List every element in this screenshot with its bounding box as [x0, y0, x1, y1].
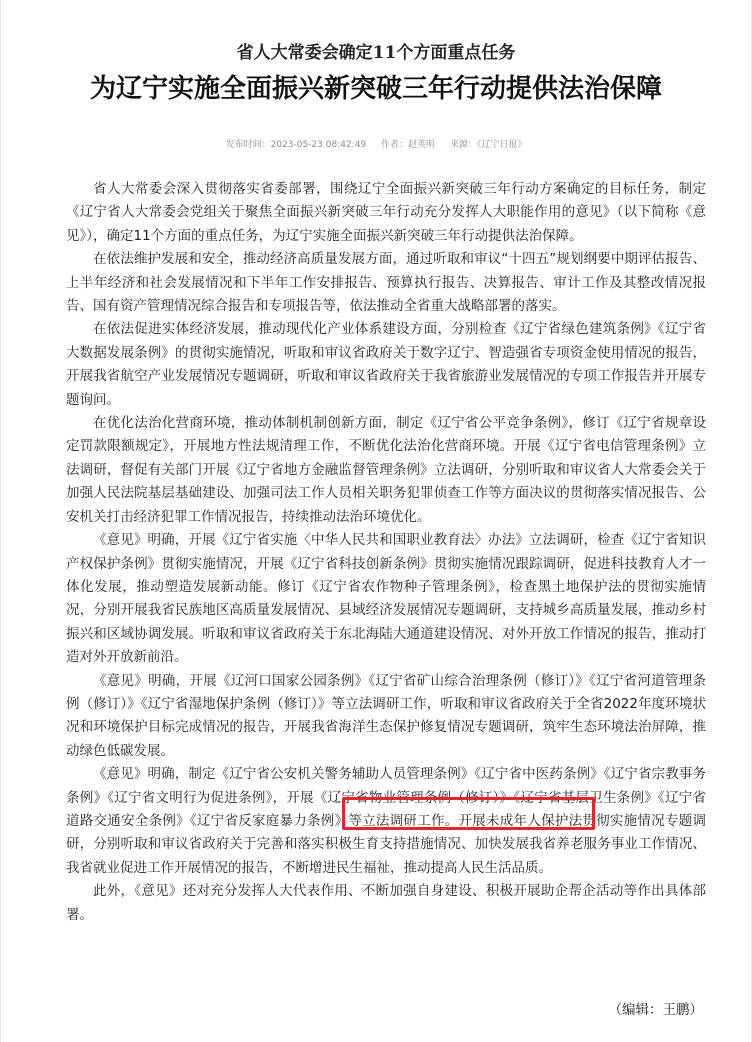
paragraph-5: 《意见》明确，开展《辽宁省实施〈中华人民共和国职业教育法〉办法》立法调研，检查《辽宁省知识产权保护条例》贯彻实施情况，开展《辽宁省科技创新条例》贯彻实施情况跟踪调研，促进科技教育人才一体化发展，推动塑造发展新动能。修订《辽宁省农作物种子管理条例》，检查黑土地保护法的贯彻实施情况，分别开展我省民族地区高质量发展情况、县域经济发展情况专题调研，支持城乡高质量发展，推动乡村振兴和区域协调发展。听取和审议省政府关于东北海陆大通道建设情况、对外开放工作情况的报告，推动打造对外开放新前沿。 [66, 532, 706, 666]
paragraph-1: 省人大常委会深入贯彻落实省委部署，围绕辽宁全面振兴新突破三年行动方案确定的目标任务，制定《辽宁省人大常委会党组关于聚焦全面振兴新突破三年行动充分发挥人大职能作用的意见》（以下简称《意见》），确定11个方面的重点任务，为辽宁实施全面振兴新突破三年行动提供法治保障。 [66, 181, 706, 244]
paragraph-7: 《意见》明确，制定《辽宁省公安机关警务辅助人员管理条例》《辽宁省中医药条例》《辽宁省宗教事务条例》《辽宁省文明行为促进条例》，开展《辽宁省物业管理条例（修订）》《辽宁省基层卫生条例》《辽宁省道路交通安全条例》《辽宁省反家庭暴力条例》等立法调研工作。开展未成年人保护法贯彻实施情况专题调研，分别听取和审议省政府关于完善和落实积极生育支持措施情况、加快发展我省养老服务事业工作情况、我省就业促进工作开展情况的报告，不断增进民生福祉，推动提高人民生活品质。 [66, 766, 706, 876]
source: 来源：《辽宁日报》 [449, 140, 527, 150]
paragraph-3: 在依法促进实体经济发展，推动现代化产业体系建设方面，分别检查《辽宁省绿色建筑条例》《辽宁省大数据发展条例》的贯彻实施情况，听取和审议省政府关于数字辽宁、智造强省专项资金使用情况的报告，开展我省航空产业发展情况专题调研，听取和审议省政府关于我省旅游业发展情况的专项工作报告并开展专题询问。 [66, 321, 706, 408]
article-body [66, 178, 706, 927]
author: 作者：赵英明 [381, 140, 436, 150]
article-subtitle: 省人大常委会确定11个方面重点任务 [236, 43, 516, 63]
publish-time: 发布时间：2023-05-23 08:42:49 [225, 140, 367, 150]
paragraph-4: 在优化法治化营商环境，推动体制机制创新方面，制定《辽宁省公平竞争条例》，修订《辽宁省规章设定罚款限额规定》，开展地方性法规清理工作，不断优化法治化营商环境。开展《辽宁省电信管理条例》立法调研，督促有关部门开展《辽宁省地方金融监督管理条例》立法调研，分别听取和审议省人大常委会关于加强人民法院基层基础建设、加强司法工作人员相关职务犯罪侦查工作等方面决议的贯彻落实情况报告、公安机关打击经济犯罪工作情况报告，持续推动法治环境优化。 [66, 415, 706, 525]
article-title: 为辽宁实施全面振兴新突破三年行动提供法治保障 [89, 74, 662, 104]
article-meta [1, 137, 751, 150]
editor-credit: （编辑：王鹏） [608, 1002, 703, 1018]
paragraph-2: 在依法维护发展和安全，推动经济高质量发展方面，通过听取和审议“十四五”规划纲要中期评估报告、上半年经济和社会发展情况和下半年工作安排报告、预算执行报告、决算报告、审计工作及其整改情况报告、国有资产管理情况综合报告和专项报告等，依法推动全省重大战略部署的落实。 [66, 251, 706, 315]
paragraph-8: 此外，《意见》还对充分发挥人大代表作用、不断加强自身建设、积极开展助企帮企活动等作出具体部署。 [66, 883, 706, 923]
paragraph-6: 《意见》明确，开展《辽河口国家公园条例》《辽宁省矿山综合治理条例（修订）》《辽宁省河道管理条例（修订）》《辽宁省湿地保护条例（修订）》等立法调研工作，听取和审议省政府关于全省2022年度环境状况和环境保护目标完成情况的报告，开展我省海洋生态保护修复情况专题调研，筑牢生态环境法治屏障，推动绿色低碳发展。 [66, 672, 706, 759]
